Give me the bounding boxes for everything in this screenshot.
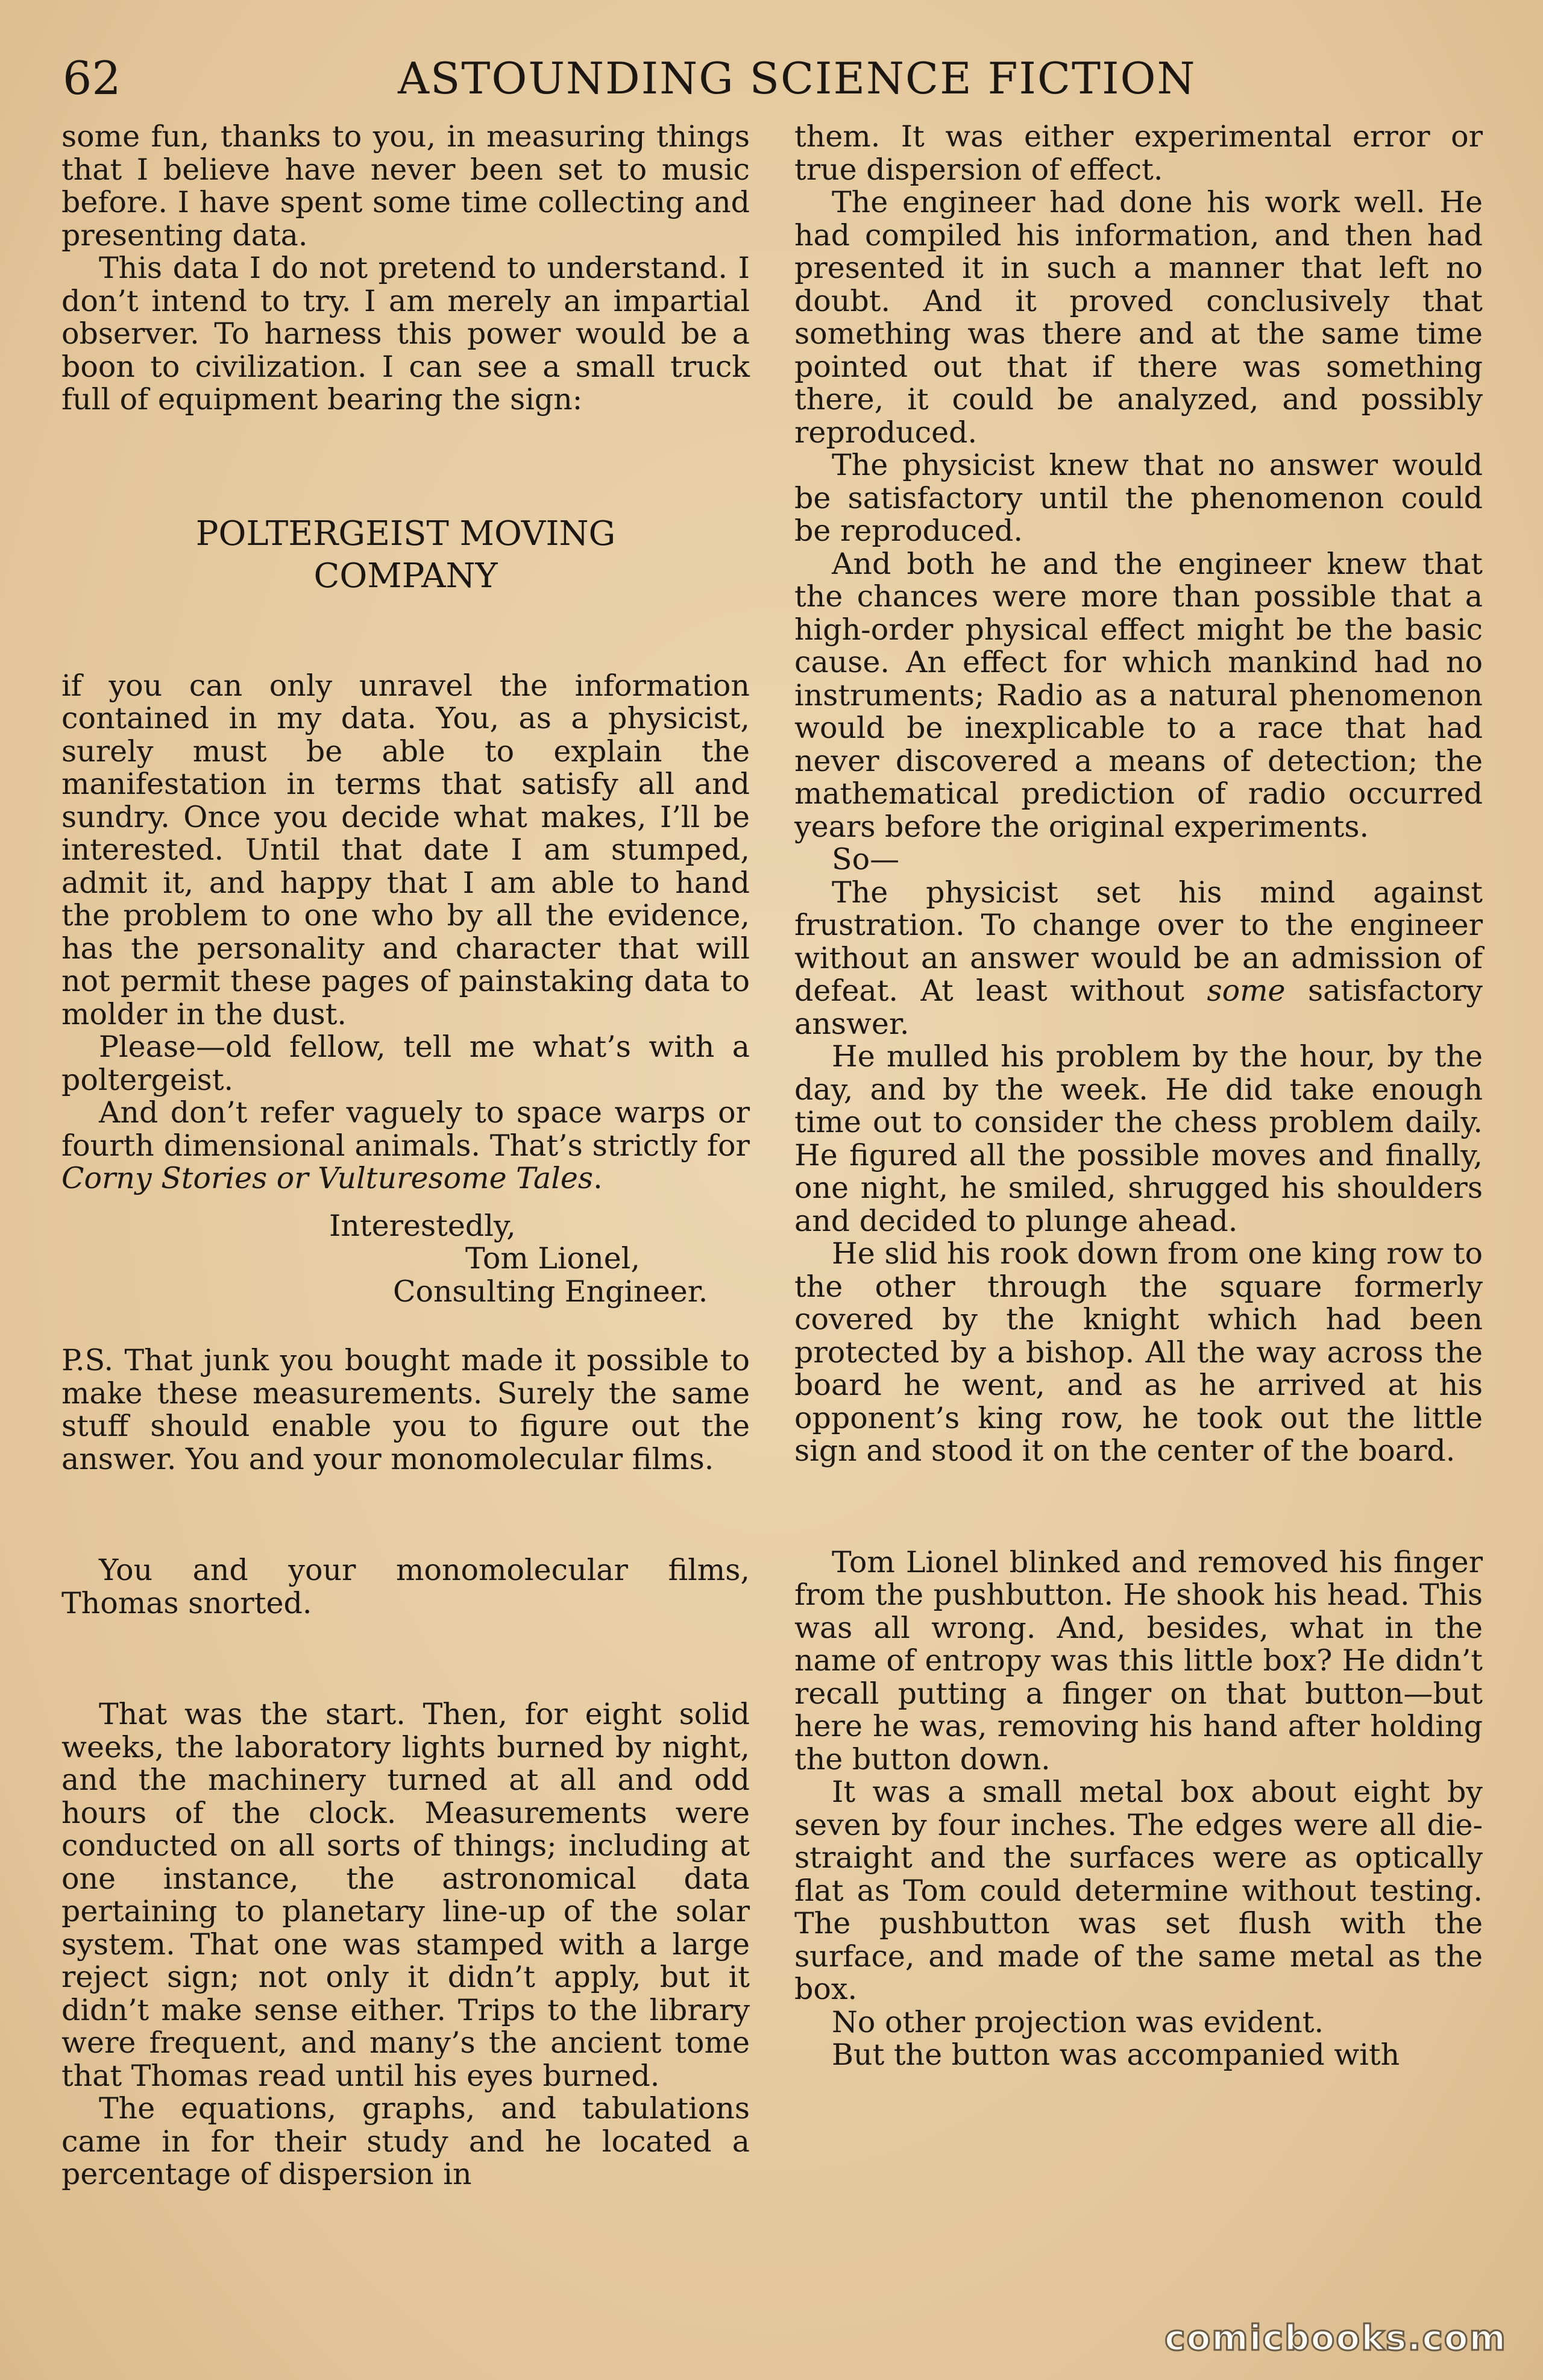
running-head: ASTOUNDING SCIENCE FICTION [398, 53, 1196, 104]
paragraph: He slid his rook down from one king row to the other through the square formerly covered by the knight which had been protected by a bishop. All the way across the board he went, and as he arrived at his opponent’s king row, he took out the little sign and stood it on the center of the board. [794, 1236, 1483, 1468]
paragraph: them. It was either experimental error or true dispersion of effect. [794, 119, 1483, 187]
postscript: P.S. That junk you bought made it possible to make these measurements. Surely the same stuff should enable you to figure out the answer. You and your monomolecular films. [61, 1343, 750, 1476]
paragraph: That was the start. Then, for eight solid weeks, the laboratory lights burned by night, and the machinery turned at all and odd hours of the clock. Measurements were conducted on all sorts of things; including at one instance, the astronomical data pertaining to planetary line-up of the solar system. That one was stamped with a large reject sign; not only it didn’t apply, but it didn’t make sense either. Trips to the library were frequent, and many’s the ancient tome that Thomas read until his eyes burned. [61, 1697, 750, 2093]
paragraph: And both he and the engineer knew that the chances were more than possible that a high-order physical effect might be the basic cause. An effect for which mankind had no instruments; Radio as a natural phenomenon would be inexplicable to a race that had never discovered a means of detection; the mathematical prediction of radio occurred years before the original experiments. [794, 546, 1483, 844]
page-number: 62 [63, 51, 121, 105]
magazine-titles: Corny Stories or Vulturesome Tales [61, 1161, 594, 1195]
paragraph-text: The physicist set his mind against frustration. To change over to the engineer without an answer would be an admission of defeat. At least without [794, 875, 1483, 1008]
paragraph: It was a small metal box about eight by seven by four inches. The edges were all die-straight and the surfaces were as optically flat as Tom could determine without testing. The pushbutton was set flush with the surface, and made of the same metal as the box. [794, 1775, 1483, 2006]
right-column [794, 121, 1483, 2072]
paragraph [61, 1097, 750, 1195]
paragraph-text: . [593, 1161, 603, 1195]
paragraph: Tom Lionel blinked and removed his finger from the pushbutton. He shook his head. This was all wrong. And, besides, what in the name of entropy was this little box? He didn’t recall putting a finger on that button—but here he was, removing his hand after holding the button down. [794, 1544, 1483, 1777]
paragraph: if you can only unravel the information contained in my data. You, as a physicist, surely must be able to explain the manifestation in terms that satisfy all and sundry. Once you decide what makes, I’ll be interested. Until that date I am stumped, admit it, and happy that I am able to hand the problem to one who by all the evidence, has the personality and character that will not permit these pages of painstaking data to molder in the dust. [61, 668, 750, 1031]
letter-title: Consulting Engineer. [393, 1274, 708, 1309]
paragraph-text: And don’t refer vaguely to space warps or fourth dimensional animals. That’s strictly for [61, 1095, 750, 1163]
watermark-logo: comicbooks.com [1164, 2317, 1507, 2358]
emphasis: some [1207, 974, 1286, 1008]
paragraph: No other projection was evident. [832, 2004, 1324, 2039]
page-header [0, 48, 1543, 115]
paragraph: This data I do not pretend to understand. I don’t intend to try. I am merely an impartial observer. To harness this power would be a boon to civilization. I can see a small truck full of equipment bearing the sign: [61, 251, 750, 417]
paragraph [794, 877, 1483, 1041]
sign-line: COMPANY [313, 556, 498, 596]
letter-closing: Interestedly, [329, 1208, 516, 1243]
paragraph: The equations, graphs, and tabulations came in for their study and he located a percentage of dispersion in [61, 2091, 750, 2191]
paragraph: some fun, thanks to you, in measuring things that I believe have never been set to music before. I have spent some time collecting and presenting data. [61, 119, 750, 253]
paragraph-text: satisfactory answer. [794, 974, 1483, 1041]
paragraph: So— [832, 842, 900, 877]
paragraph: Please—old fellow, tell me what’s with a poltergeist. [61, 1030, 750, 1097]
left-column [61, 121, 750, 2191]
paragraph: But the button was accompanied with [832, 2038, 1400, 2072]
paragraph: You and your monomolecular films, Thomas snorted. [61, 1553, 750, 1620]
paragraph: He mulled his problem by the hour, by the day, and by the week. He did take enough time out to consider the chess problem daily. He figured all the possible moves and finally, one night, he smiled, shrugged his shoulders and decided to plunge ahead. [794, 1039, 1483, 1238]
letter-signature: Tom Lionel, [465, 1241, 640, 1276]
sign-line: POLTERGEIST MOVING [195, 514, 616, 553]
paragraph: The physicist knew that no answer would be satisfactory until the phenomenon could be reproduced. [794, 448, 1483, 548]
sign-text [61, 513, 750, 597]
paragraph: The engineer had done his work well. He had compiled his information, and then had presented it in such a manner that left no doubt. And it proved conclusively that something was there and at the same time pointed out that if there was something there, it could be analyzed, and possibly reproduced. [794, 185, 1483, 450]
